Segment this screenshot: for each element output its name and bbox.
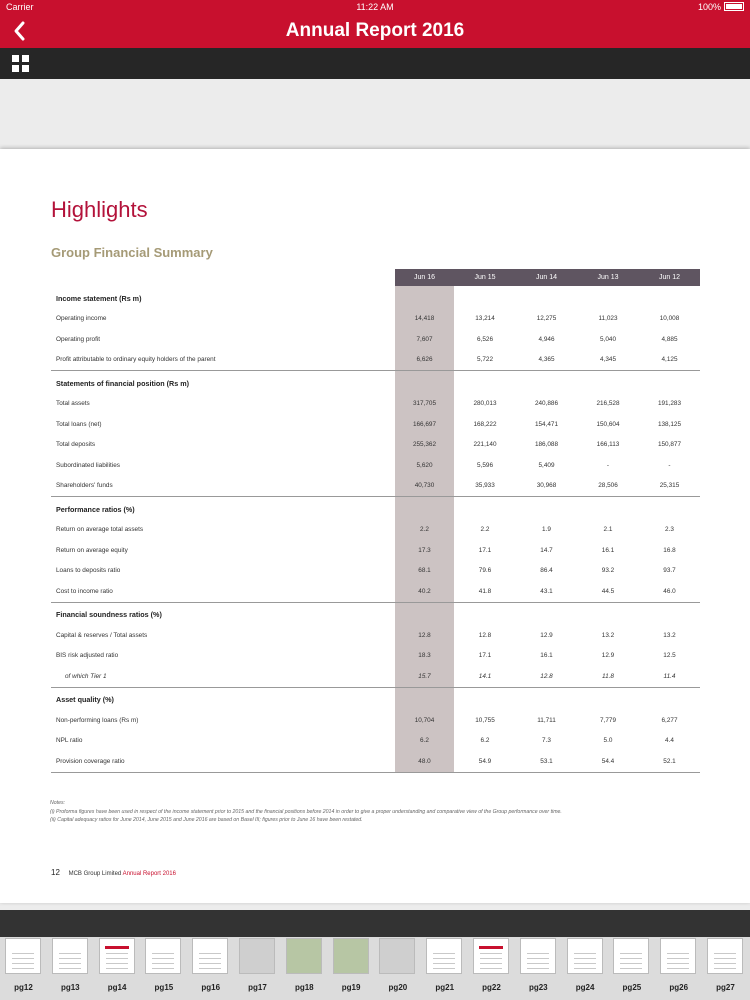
- table-row: [51, 435, 700, 456]
- page-thumbnail[interactable]: [328, 937, 375, 1000]
- table-cell: 280,013: [473, 400, 497, 408]
- table-cell: 18.3: [395, 646, 454, 667]
- table-cell: 53.1: [516, 751, 577, 772]
- table-cell: [454, 286, 516, 309]
- table-section-header: [51, 497, 700, 520]
- thumbnail-label: pg15: [154, 983, 174, 992]
- battery-indicator: [698, 2, 744, 12]
- page-thumbnail[interactable]: [140, 937, 187, 1000]
- table-cell: [395, 687, 454, 710]
- table-cell: 40.2: [395, 581, 454, 602]
- notes: [50, 799, 562, 825]
- column-header: Jun 16: [395, 269, 454, 286]
- thumbnail-image: [52, 938, 88, 974]
- table-cell: 16.8: [663, 546, 676, 554]
- thumbnail-image: [473, 938, 509, 974]
- table-cell: 12.9: [601, 652, 615, 660]
- page-thumbnail[interactable]: [655, 937, 702, 1000]
- table-cell: 5,620: [395, 455, 454, 476]
- row-label: Profit attributable to ordinary equity holders of the parent: [56, 356, 216, 364]
- page-thumbnail[interactable]: [94, 937, 141, 1000]
- table-cell: 11,711: [537, 716, 556, 724]
- table-cell: 6,526: [477, 335, 493, 343]
- page-thumbnail[interactable]: [468, 937, 515, 1000]
- table-cell: 30,968: [536, 482, 557, 490]
- table-cell: 4,365: [538, 356, 555, 364]
- table-cell: 255,362: [395, 435, 454, 456]
- thumbnail-image: [99, 938, 135, 974]
- table-cell: 14.1: [478, 672, 492, 680]
- table-cell: 17.1: [478, 546, 492, 554]
- row-label: Capital & reserves / Total assets: [56, 631, 148, 639]
- table-cell: 150,604: [596, 420, 620, 428]
- notes-title: Notes:: [50, 800, 65, 806]
- section-label: Income statement (Rs m): [56, 293, 142, 303]
- table-cell: [395, 286, 454, 309]
- section-heading: Highlights: [51, 197, 148, 222]
- table-cell: 154,471: [534, 420, 559, 428]
- table-cell: 4,946: [538, 335, 555, 343]
- table-cell: 54.9: [454, 751, 516, 772]
- section-label: Performance ratios (%): [51, 497, 395, 520]
- toolbar: [0, 48, 750, 79]
- table-cell: 13.2: [601, 631, 615, 639]
- thumbnail-image: [567, 938, 603, 974]
- table-cell: 4.4: [665, 737, 674, 745]
- thumbnail-label: pg18: [294, 983, 314, 992]
- table-cell: [577, 371, 639, 394]
- table-cell: 28,506: [598, 482, 618, 490]
- clock: 11:22 AM: [356, 2, 394, 12]
- table-cell: 93.7: [663, 567, 676, 575]
- table-cell: [577, 286, 639, 309]
- nav-bar: [0, 14, 750, 48]
- table-row: [51, 350, 700, 371]
- table-cell: 43.1: [540, 587, 553, 595]
- thumbnail-image: [379, 938, 415, 974]
- row-label: NPL ratio: [56, 737, 83, 745]
- table-cell: [395, 602, 454, 625]
- table-cell: 10,008: [659, 315, 680, 323]
- table-cell: 221,140: [473, 441, 497, 449]
- thumbnail-label: pg17: [248, 983, 267, 992]
- table-cell: [454, 687, 516, 710]
- carrier-label: Carrier: [6, 2, 34, 12]
- table-row: [51, 646, 700, 667]
- row-label: Total deposits: [56, 441, 96, 449]
- table-cell: 6.2: [395, 731, 454, 752]
- table-cell: 166,697: [395, 414, 454, 435]
- table-section-header: [51, 371, 700, 394]
- column-header: Jun 12: [639, 269, 700, 286]
- table-cell: [639, 371, 700, 394]
- row-label: Total assets: [56, 400, 90, 408]
- table-cell: 6,626: [395, 350, 454, 371]
- table-cell: 12.8: [395, 625, 454, 646]
- table-cell: [454, 497, 516, 520]
- table-cell: [516, 371, 577, 394]
- table-cell: 86.4: [540, 567, 553, 575]
- table-cell: 44.5: [601, 587, 615, 595]
- footer-report: Annual Report 2016: [122, 871, 176, 877]
- thumbnail-image: [239, 938, 275, 974]
- thumbnail-image: [613, 938, 649, 974]
- table-cell: [516, 286, 577, 309]
- table-row: [51, 394, 700, 415]
- table-row: [51, 710, 700, 731]
- table-row: [51, 751, 700, 772]
- thumbnail-label: pg19: [341, 983, 361, 992]
- section-label: Asset quality (%): [51, 687, 395, 710]
- page-title: Annual Report 2016: [285, 20, 465, 41]
- row-label: Return on average equity: [56, 546, 128, 554]
- thumbnail-label: pg22: [482, 983, 501, 992]
- thumbnail-label: pg16: [201, 983, 221, 992]
- table-cell: [395, 371, 454, 394]
- row-label: Return on average total assets: [56, 526, 144, 534]
- table-cell: 7,607: [395, 329, 454, 350]
- table-row: [51, 666, 700, 687]
- table-row: [51, 414, 700, 435]
- thumbnail-label: pg25: [622, 983, 642, 992]
- thumbnail-image: [707, 938, 743, 974]
- table-cell: 41.8: [478, 587, 492, 595]
- thumbnail-image: [286, 938, 322, 974]
- row-label: Operating profit: [56, 335, 101, 343]
- column-header: Jun 14: [516, 269, 577, 286]
- table-row: [51, 731, 700, 752]
- table-cell: 35,933: [475, 482, 495, 490]
- grid-view-button[interactable]: [12, 55, 29, 72]
- table-cell: 2.2: [480, 526, 490, 534]
- table-cell: 13,214: [475, 315, 495, 323]
- page-thumbnail[interactable]: [234, 937, 281, 1000]
- table-cell: 1.9: [542, 526, 551, 534]
- table-cell: 150,877: [657, 441, 682, 449]
- table-cell: 12.8: [540, 672, 553, 680]
- page-thumbnail[interactable]: [515, 937, 562, 1000]
- status-bar: [0, 0, 750, 14]
- table-cell: [516, 602, 577, 625]
- thumbnail-strip[interactable]: [0, 937, 750, 1000]
- battery-icon: [724, 2, 744, 11]
- row-label: Operating income: [56, 315, 107, 323]
- table-cell: 15.7: [395, 666, 454, 687]
- table-cell: 2.2: [395, 520, 454, 541]
- table-cell: 317,705: [395, 394, 454, 415]
- table-row: [51, 309, 700, 330]
- column-header: Jun 15: [454, 269, 516, 286]
- thumbnail-label: pg14: [107, 983, 127, 992]
- thumbnail-label: pg21: [435, 983, 455, 992]
- table-cell: 93.2: [601, 567, 615, 575]
- table-cell: 186,088: [534, 441, 559, 449]
- page-number: 12: [51, 868, 60, 877]
- table-corner: [51, 269, 395, 286]
- table-cell: 4,885: [661, 335, 678, 343]
- table-row: [51, 540, 700, 561]
- page-thumbnail[interactable]: [562, 937, 609, 1000]
- footer-company: MCB Group Limited: [68, 871, 122, 877]
- column-header: Jun 13: [577, 269, 639, 286]
- table-cell: 12.9: [540, 631, 553, 639]
- thumbnail-label: pg13: [60, 983, 80, 992]
- table-cell: [577, 602, 639, 625]
- financial-summary-table: [51, 269, 700, 773]
- table-cell: 216,528: [596, 400, 620, 408]
- table-cell: -: [668, 461, 671, 469]
- table-cell: 7.3: [542, 737, 551, 745]
- row-label: Total loans (net): [56, 420, 102, 428]
- table-cell: [454, 602, 516, 625]
- table-cell: [516, 687, 577, 710]
- table-cell: 46.0: [663, 587, 676, 595]
- page-thumbnail[interactable]: [608, 937, 655, 1000]
- table-cell: 17.3: [395, 540, 454, 561]
- row-label: Subordinated liabilities: [56, 461, 120, 469]
- page-thumbnail[interactable]: [187, 937, 234, 1000]
- table-cell: 191,283: [657, 400, 682, 408]
- page-footer: [51, 868, 176, 877]
- table-cell: 4,345: [600, 356, 616, 364]
- note-line: (i) Proforma figures have been used in respect of the income statement prior to 2015 and the financial positions before 2014 in order to give a proper understanding and comparative view of the Group performance over time.: [50, 808, 562, 815]
- table-cell: 6,277: [661, 716, 678, 724]
- table-row: [51, 625, 700, 646]
- table-row: [51, 476, 700, 497]
- table-cell: 25,315: [659, 482, 680, 490]
- table-cell: -: [606, 461, 610, 469]
- table-cell: [454, 371, 516, 394]
- page-thumbnail[interactable]: [421, 937, 468, 1000]
- row-label: Shareholders' funds: [56, 482, 113, 490]
- table-section-header: [51, 687, 700, 710]
- table-cell: 240,886: [534, 400, 559, 408]
- row-label: of which Tier 1: [65, 672, 107, 680]
- thumbnail-label: pg20: [388, 983, 408, 992]
- table-cell: 10,755: [475, 716, 495, 724]
- table-row: [51, 561, 700, 582]
- table-cell: 14.7: [540, 546, 553, 554]
- table-cell: 2.1: [603, 526, 613, 534]
- table-cell: 12,275: [536, 315, 557, 323]
- table-cell: 138,125: [657, 420, 682, 428]
- table-cell: 166,113: [596, 441, 620, 449]
- table-cell: 11.4: [663, 672, 676, 680]
- row-label: BIS risk adjusted ratio: [56, 652, 119, 660]
- document-viewer[interactable]: [0, 79, 750, 910]
- table-cell: 2.3: [665, 526, 674, 534]
- table-cell: 4,125: [661, 356, 678, 364]
- thumbnail-image: [426, 938, 462, 974]
- table-row: [51, 329, 700, 350]
- table-cell: 68.1: [395, 561, 454, 582]
- table-cell: [639, 687, 700, 710]
- table-cell: 11.8: [602, 672, 614, 680]
- page-thumbnail[interactable]: [281, 937, 328, 1000]
- thumbnail-image: [145, 938, 181, 974]
- thumbnail-label: pg23: [528, 983, 548, 992]
- table-cell: 52.1: [639, 751, 700, 772]
- table-cell: 13.2: [663, 631, 676, 639]
- table-cell: 5,409: [538, 461, 555, 469]
- table-cell: 12.5: [663, 652, 676, 660]
- thumbnail-label: pg12: [14, 983, 33, 992]
- table-cell: 40,730: [395, 476, 454, 497]
- battery-percent: 100%: [697, 2, 721, 12]
- thumbnail-image: [520, 938, 556, 974]
- table-cell: 5,040: [600, 335, 616, 343]
- page-thumbnail[interactable]: [374, 937, 421, 1000]
- table-cell: [516, 497, 577, 520]
- thumbnail-image: [5, 938, 41, 974]
- thumbnail-bar: [0, 910, 750, 1000]
- note-line: (ii) Capital adequacy ratios for June 2014, June 2015 and June 2016 are based on Basel III; figures prior to June 16 have been restated.: [50, 817, 363, 823]
- document-page: [0, 149, 750, 903]
- table-cell: 11,023: [598, 315, 618, 323]
- table-row: [51, 581, 700, 602]
- page-thumbnail[interactable]: [0, 937, 47, 1000]
- table-cell: [577, 687, 639, 710]
- table-cell: 16.1: [601, 546, 615, 554]
- table-cell: 5.0: [603, 737, 613, 745]
- page-thumbnail[interactable]: [47, 937, 94, 1000]
- thumbnail-label: pg26: [669, 983, 689, 992]
- table-cell: [577, 497, 639, 520]
- table-cell: 54.4: [577, 751, 639, 772]
- table-cell: 168,222: [473, 420, 497, 428]
- table-cell: 12.8: [478, 631, 492, 639]
- table-cell: 16.1: [540, 652, 553, 660]
- table-row: [51, 520, 700, 541]
- table-cell: 7,779: [600, 716, 616, 724]
- thumbnail-label: pg24: [575, 983, 595, 992]
- table-cell: 48.0: [395, 751, 454, 772]
- thumbnail-image: [660, 938, 696, 974]
- thumbnail-image: [333, 938, 369, 974]
- row-label: Loans to deposits ratio: [56, 567, 121, 575]
- row-label: Cost to income ratio: [56, 587, 113, 595]
- table-cell: 14,418: [395, 309, 454, 330]
- table-section-header: [51, 286, 700, 309]
- table-cell: 10,704: [395, 710, 454, 731]
- section-subheading: Group Financial Summary: [51, 245, 213, 260]
- table-cell: 5,596: [477, 461, 493, 469]
- thumbnail-image: [192, 938, 228, 974]
- table-cell: [639, 286, 700, 309]
- table-cell: 5,722: [477, 356, 493, 364]
- table-cell: [639, 497, 700, 520]
- thumbnail-label: pg27: [716, 983, 735, 992]
- table-cell: [639, 602, 700, 625]
- row-label: Provision coverage ratio: [51, 751, 395, 772]
- table-row: [51, 455, 700, 476]
- row-label: Non-performing loans (Rs m): [56, 716, 139, 724]
- table-cell: 6.2: [480, 737, 490, 745]
- grid-icon: [12, 55, 19, 62]
- section-label: Statements of financial position (Rs m): [51, 371, 395, 394]
- section-label: Financial soundness ratios (%): [51, 602, 395, 625]
- table-section-header: [51, 602, 700, 625]
- table-cell: 17.1: [478, 652, 492, 660]
- page-thumbnail[interactable]: [702, 937, 749, 1000]
- table-cell: [395, 497, 454, 520]
- table-cell: 79.6: [478, 567, 492, 575]
